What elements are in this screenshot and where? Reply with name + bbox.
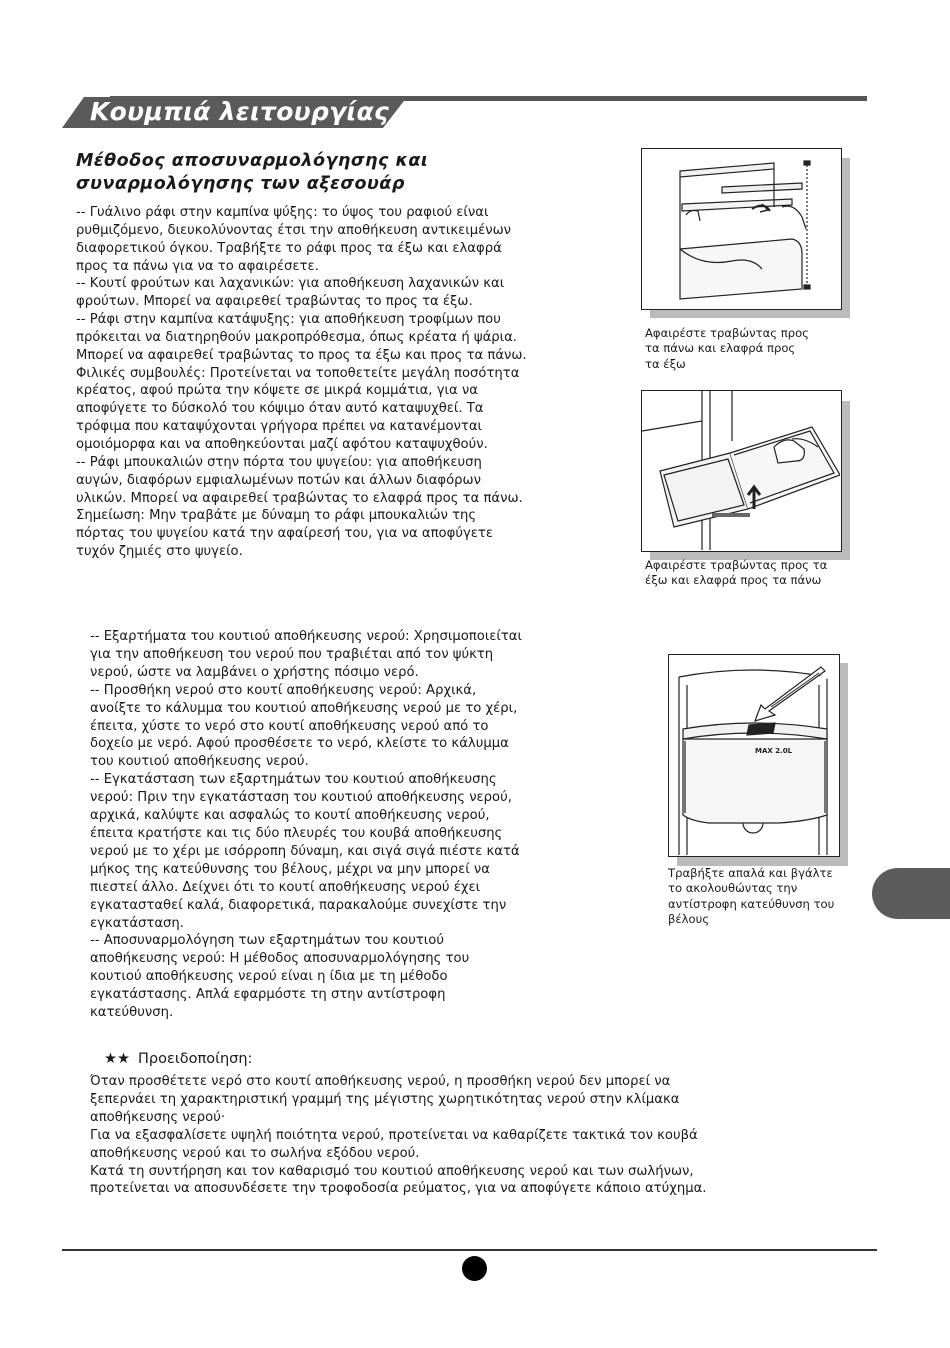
caption-line: Αφαιρέστε τραβώντας προς τα — [645, 558, 828, 572]
max-capacity-label: MAX 2.0L — [755, 747, 793, 755]
text-line: -- Κουτί φρούτων και λαχανικών: για αποθήκευση λαχανικών και — [76, 276, 505, 292]
text-line: ανοίξτε το κάλυμμα του κουτιού αποθήκευσης νερού με το χέρι, — [90, 700, 518, 716]
caption-line: τα πάνω και ελαφρά προς — [645, 341, 796, 356]
shelf-illustration — [642, 149, 840, 308]
text-line: τυχόν ζημιές στο ψυγείο. — [76, 544, 243, 560]
text-line: φρούτων. Μπορεί να αφαιρεθεί τραβώντας το προς τα έξω. — [76, 294, 473, 310]
text-line: κουτιού αποθήκευσης νερού είναι η ίδια με τη μέθοδο — [90, 969, 448, 985]
text-line: Φιλικές συμβουλές: Προτείνεται να τοποθετείτε μεγάλη ποσότητα — [76, 365, 520, 381]
text-line: του κουτιού αποθήκευσης νερού. — [90, 754, 309, 770]
text-line: -- Γυάλινο ράφι στην καμπίνα ψύξης: το ύψος του ραφιού είναι — [76, 205, 489, 220]
text-line: Μπορεί να αφαιρεθεί τραβώντας το προς τα έξω και προς τα πάνω. — [76, 347, 527, 363]
text-line: πόρτας του ψυγείου κατά την αφαίρεσή του, για να αποφύγετε — [76, 526, 493, 542]
shelf-removal-figure — [641, 148, 842, 310]
section-heading-line: συναρμολόγησης των αξεσουάρ — [76, 174, 405, 194]
caption-line: Αφαιρέστε τραβώντας προς — [645, 326, 809, 340]
text-line: εγκατάστασης. Απλά εφαρμόστε τη στην αντίστροφη — [90, 987, 446, 1003]
text-line: Κατά τη συντήρηση και τον καθαρισμό του κουτιού αποθήκευσης νερού και των σωλήνων, — [90, 1163, 694, 1179]
text-line: τρόφιμα που καταψύχονται γρήγορα πρέπει να κατανέμονται — [76, 419, 482, 435]
text-line: -- Ράφι στην καμπίνα κατάψυξης: για αποθήκευση τροφίμων που — [76, 312, 501, 328]
text-line: ρυθμιζόμενο, διευκολύνοντας έτσι την αποθήκευση αντικειμένων — [76, 222, 512, 238]
text-line: αποθήκευσης νερού και το σωλήνα εξόδου νερού. — [90, 1145, 420, 1161]
door-shelf-removal-figure — [641, 390, 842, 552]
text-line: εγκατάσταση. — [90, 915, 184, 931]
text-line: -- Ράφι μπουκαλιών στην πόρτα του ψυγείου: για αποθήκευση — [76, 454, 482, 470]
figure-caption — [668, 866, 834, 928]
text-line: κατεύθυνση. — [90, 1005, 174, 1021]
page-title: Κουμπιά λειτουργίας — [90, 97, 390, 126]
text-line: Όταν προσθέτετε νερό στο κουτί αποθήκευσης νερού, η προσθήκη νερού δεν μπορεί να — [90, 1074, 671, 1089]
text-line: υλικών. Μπορεί να αφαιρεθεί τραβώντας το ελαφρά προς τα πάνω. — [76, 490, 523, 506]
water-tank-figure — [668, 654, 840, 857]
text-line: ξεπερνάει τη χαρακτηριστική γραμμή της μέγιστης χωρητικότητας νερού στην κλίμακα — [90, 1091, 680, 1107]
caption-line: το ακολουθώντας την — [668, 881, 798, 896]
warning-text — [90, 1073, 810, 1198]
text-line: έπειτα κρατήστε και τις δύο πλευρές του κουβά αποθήκευσης — [90, 825, 503, 841]
text-line: νερού, ώστε να λαμβάνει ο χρήστης πόσιμο νερό. — [90, 664, 419, 680]
text-line: -- Προσθήκη νερού στο κουτί αποθήκευσης νερού: Αρχικά, — [90, 682, 477, 698]
caption-line: τα έξω — [645, 356, 686, 371]
page-number-marker — [462, 1256, 487, 1281]
text-line: αρχικά, καλύψτε και ασφαλώς το κουτί αποθήκευσης νερού, — [90, 808, 490, 824]
text-line: προτείνεται να αποσυνδέσετε την τροφοδοσία ρεύματος, για να αποφύγετε κάποιο ατύχημα. — [90, 1181, 707, 1197]
caption-line: έξω και ελαφρά προς τα πάνω — [645, 573, 822, 588]
text-line: -- Εξαρτήματα του κουτιού αποθήκευσης νερού: Χρησιμοποιείται — [90, 629, 522, 644]
warning-title: Προειδοποίηση: — [138, 1051, 253, 1067]
text-line: δοχείο με νερό. Αφού προσθέσετε το νερό, κλείστε το κάλυμμα — [90, 736, 509, 752]
door-shelf-illustration — [642, 391, 840, 550]
text-line: νερού με το χέρι με ισόρροπη δύναμη, και σιγά σιγά πιέστε κατά — [90, 843, 520, 859]
text-line: Σημείωση: Μην τραβάτε με δύναμη το ράφι μπουκαλιών της — [76, 508, 477, 524]
text-line: προς τα πάνω για να το αφαιρέσετε. — [76, 258, 319, 274]
text-line: Για να εξασφαλίσετε υψηλή ποιότητα νερού, προτείνεται να καθαρίζετε τακτικά τον κουβά — [90, 1127, 698, 1143]
text-line: αποθήκευσης νερού: Η μέθοδος αποσυναρμολόγησης του — [90, 951, 470, 967]
figure-caption — [645, 558, 827, 589]
accessories-text — [76, 204, 616, 561]
text-line: -- Αποσυναρμολόγηση των εξαρτημάτων του κουτιού — [90, 933, 444, 949]
text-line: αυγών, διαφόρων εμφιαλωμένων ποτών και άλλων διαφόρων — [76, 472, 481, 488]
warning-heading — [104, 1049, 252, 1069]
section-heading — [76, 150, 596, 196]
text-line: εγκατασταθεί καλά, διαφορετικά, παρακαλούμε συνεχίστε την — [90, 897, 507, 913]
text-line: μήκος της κατεύθυνσης του βέλους, μέχρι να μην μπορεί να — [90, 861, 490, 877]
footer-rule — [62, 1249, 877, 1251]
text-line: κρέατος, αφού πρώτα την κόψετε σε μικρά κομμάτια, για να — [76, 383, 478, 399]
text-line: διαφορετικού όγκου. Τραβήξτε το ράφι προς τα έξω και ελαφρά — [76, 240, 502, 256]
text-line: νερού: Πριν την εγκατάσταση του κουτιού αποθήκευσης νερού, — [90, 790, 512, 806]
caption-line: βέλους — [668, 912, 710, 927]
water-tank-illustration — [669, 655, 838, 855]
text-line: πιεστεί άλλο. Δείχνει ότι το κουτί αποθήκευσης νερού έχει — [90, 879, 481, 895]
section-heading-line: Μέθοδος αποσυναρμολόγησης και — [76, 151, 429, 171]
star-icon: ★★ — [104, 1051, 130, 1067]
text-line: αποφύγετε το δύσκολό του κόψιμο όταν αυτό καταψυχθεί. Τα — [76, 401, 484, 417]
text-line: -- Εγκατάσταση των εξαρτημάτων του κουτιού αποθήκευσης — [90, 772, 497, 788]
text-line: πρόκειται να διατηρηθούν μακροπρόθεσμα, όπως κρέατα ή ψάρια. — [76, 329, 517, 345]
side-thumb-tab — [872, 868, 950, 919]
caption-line: Τραβήξτε απαλά και βγάλτε — [668, 866, 833, 880]
figure-caption — [645, 326, 809, 372]
text-line: ομοιόμορφα και να αποθηκεύονται μαζί αφότου καταψυχθούν. — [76, 436, 488, 452]
text-line: για την αποθήκευση του νερού που τραβιέται από τον ψύκτη — [90, 646, 494, 662]
text-line: αποθήκευσης νερού· — [90, 1109, 226, 1125]
caption-line: αντίστροφη κατεύθυνση του — [668, 896, 835, 911]
water-tank-text — [90, 628, 610, 1022]
text-line: έπειτα, χύστε το νερό στο κουτί αποθήκευσης νερού από το — [90, 718, 489, 734]
